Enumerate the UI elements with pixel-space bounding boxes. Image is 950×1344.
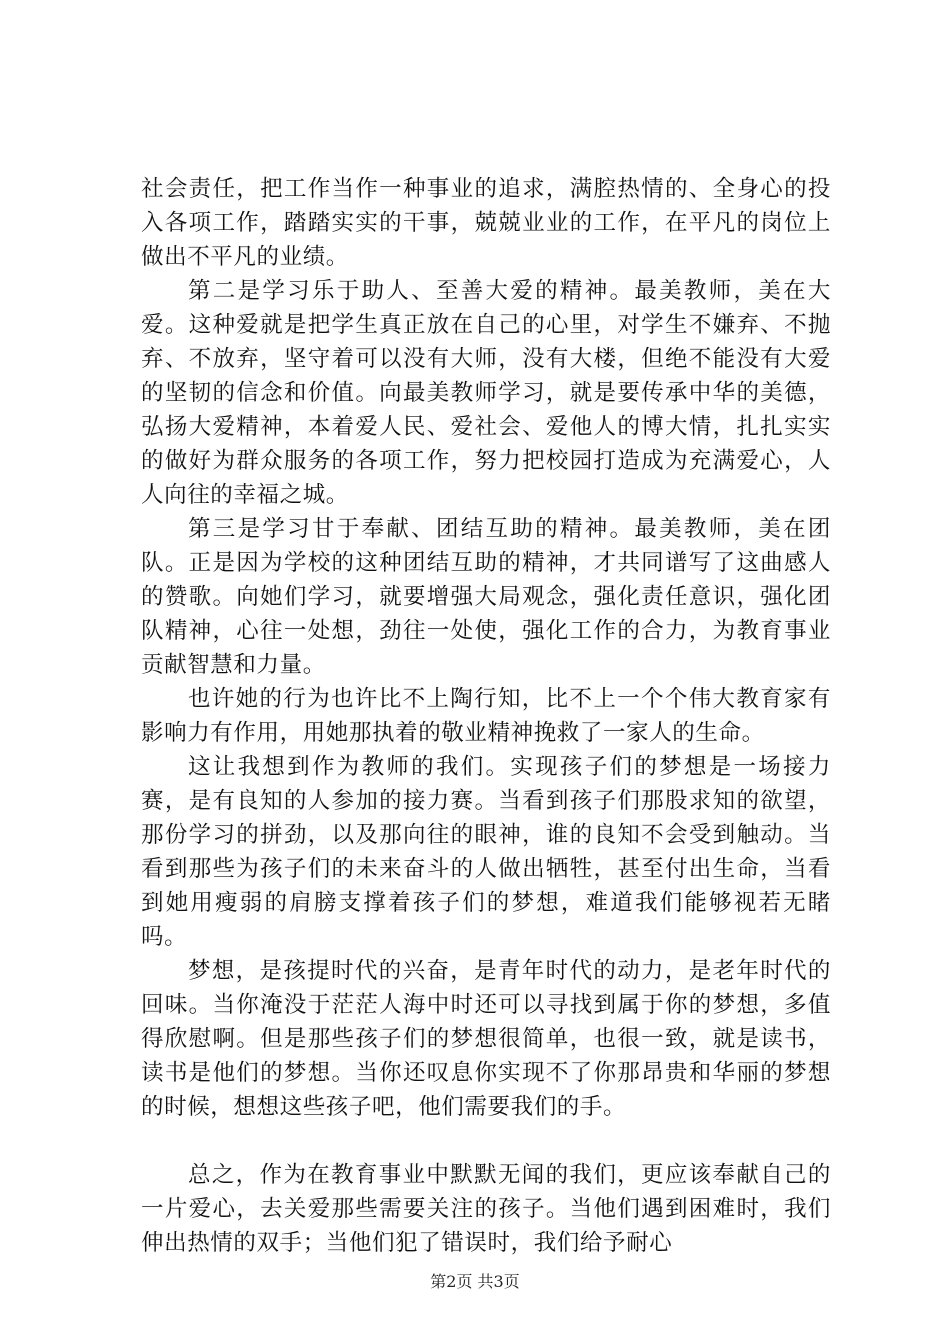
paragraph-continued: 社会责任，把工作当作一种事业的追求，满腔热情的、全身心的投入各项工作，踏踏实实的干事，兢兢业业的工作，在平凡的岗位上做出不平凡的业绩。	[141, 176, 831, 270]
paragraph-second-point: 第二是学习乐于助人、至善大爱的精神。最美教师，美在大爱。这种爱就是把学生真正放在自己的心里，对学生不嫌弃、不抛弃、不放弃，坚守着可以没有大师，没有大楼，但绝不能没有大爱的坚韧的信念和价值。向最美教师学习，就是要传承中华的美德，弘扬大爱精神，本着爱人民、爱社会、爱他人的博大情，扎扎实实的做好为群众服务的各项工作，努力把校园打造成为充满爱心，人人向往的幸福之城。	[141, 278, 831, 508]
paragraph-third-point: 第三是学习甘于奉献、团结互助的精神。最美教师，美在团队。正是因为学校的这种团结互助的精神，才共同谱写了这曲感人的赞歌。向她们学习，就要增强大局观念，强化责任意识，强化团队精神，心往一处想，劲往一处使，强化工作的合力，为教育事业贡献智慧和力量。	[141, 516, 831, 678]
paragraph-perhaps: 也许她的行为也许比不上陶行知，比不上一个个伟大教育家有影响力有作用，用她那执着的敬业精神挽救了一家人的生命。	[141, 686, 831, 746]
page-number-label: 第2页 共3页	[430, 1272, 520, 1291]
paragraph-dream: 梦想，是孩提时代的兴奋，是青年时代的动力，是老年时代的回味。当你淹没于茫茫人海中时还可以寻找到属于你的梦想，多值得欣慰啊。但是那些孩子们的梦想很简单，也很一致，就是读书，读书是他们的梦想。当你还叹息你实现不了你那昂贵和华丽的梦想的时候，想想这些孩子吧，他们需要我们的手。	[141, 958, 831, 1120]
paragraph-conclusion: 总之，作为在教育事业中默默无闻的我们，更应该奉献自己的一片爱心，去关爱那些需要关注的孩子。当他们遇到困难时，我们伸出热情的双手；当他们犯了错误时，我们给予耐心	[141, 1162, 831, 1256]
document-body	[141, 172, 831, 1260]
page-footer	[0, 1272, 950, 1292]
paragraph-teachers: 这让我想到作为教师的我们。实现孩子们的梦想是一场接力赛，是有良知的人参加的接力赛。当看到孩子们那股求知的欲望，那份学习的拼劲，以及那向往的眼神，谁的良知不会受到触动。当看到那些为孩子们的未来奋斗的人做出牺牲，甚至付出生命，当看到她用瘦弱的肩膀支撑着孩子们的梦想，难道我们能够视若无睹吗。	[141, 754, 831, 950]
